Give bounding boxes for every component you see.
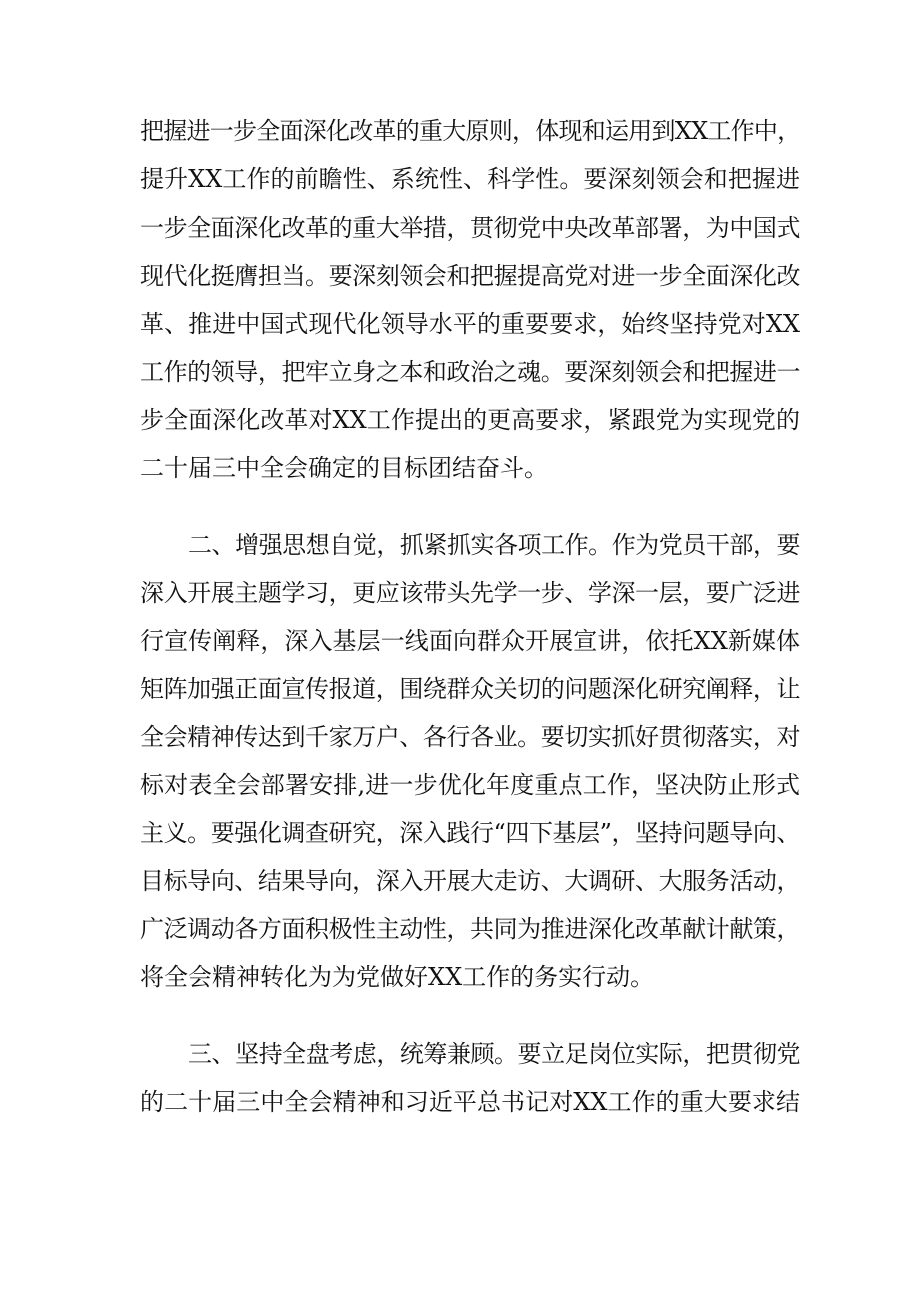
text-line: 广泛调动各方面积极性主动性，共同为推进深化改革献计献策， (140, 915, 800, 943)
text-line: 目标导向、结果导向，深入开展大走访、大调研、大服务活动， (140, 867, 800, 895)
text-line: 深入开展主题学习，更应该带头先学一步、学深一层，要广泛进 (140, 579, 800, 607)
text-line: 主义。要强化调查研究，深入践行“四下基层”，坚持问题导向、 (140, 819, 800, 847)
text-line: 革、推进中国式现代化领导水平的重要要求，始终坚持党对XX (140, 310, 800, 338)
text-line: 二十届三中全会确定的目标团结奋斗。 (140, 454, 548, 482)
text-line: 把握进一步全面深化改革的重大原则，体现和运用到XX工作中， (140, 117, 801, 145)
text-line: 矩阵加强正面宣传报道，围绕群众关切的问题深化研究阐释，让 (140, 675, 800, 703)
text-line: 全会精神传达到千家万户、各行各业。要切实抓好贯彻落实，对 (140, 723, 800, 751)
text-line: 工作的领导，把牢立身之本和政治之魂。要深刻领会和把握进一 (140, 358, 800, 386)
text-line: 一步全面深化改革的重大举措，贯彻党中央改革部署，为中国式 (140, 214, 800, 242)
text-line: 将全会精神转化为为党做好XX工作的务实行动。 (140, 963, 655, 991)
paragraph-heading-line: 三、坚持全盘考虑，统筹兼顾。要立足岗位实际，把贯彻党 (188, 1040, 800, 1068)
text-line: 提升XX工作的前瞻性、系统性、科学性。要深刻领会和把握进 (140, 165, 800, 193)
text-line: 步全面深化改革对XX工作提出的更高要求，紧跟党为实现党的 (140, 406, 800, 434)
text-line: 的二十届三中全会精神和习近平总书记对XX工作的重大要求结 (140, 1088, 800, 1116)
text-line: 行宣传阐释，深入基层一线面向群众开展宣讲，依托XX新媒体 (140, 627, 800, 655)
text-line: 现代化挺膺担当。要深刻领会和把握提高党对进一步全面深化改 (140, 262, 800, 290)
paragraph-heading-line: 二、增强思想自觉，抓紧抓实各项工作。作为党员干部，要 (188, 531, 800, 559)
text-line: 标对表全会部署安排,进一步优化年度重点工作，坚决防止形式 (140, 771, 800, 799)
